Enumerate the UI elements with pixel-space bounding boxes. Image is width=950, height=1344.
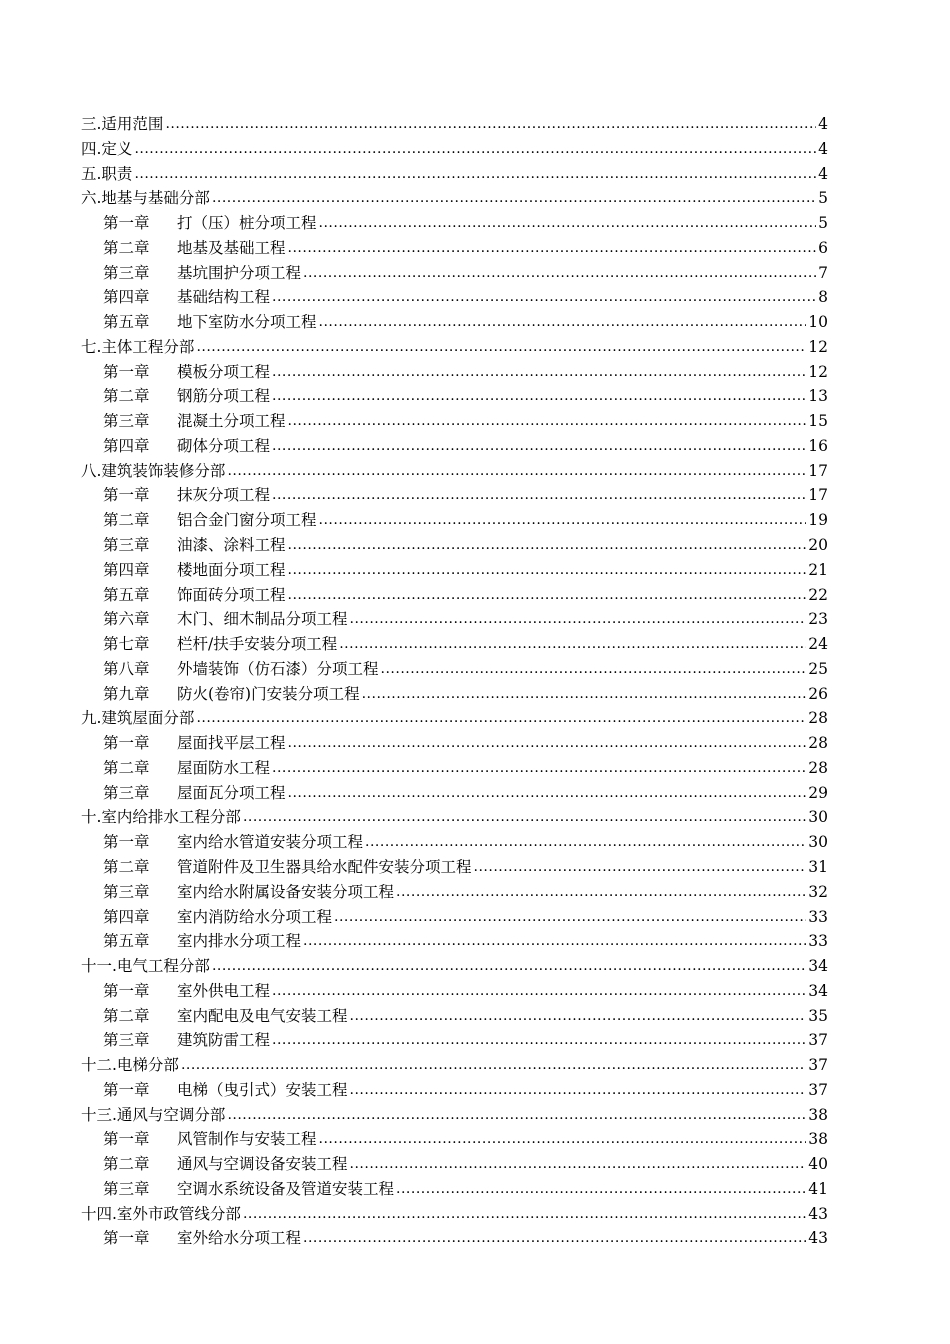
- toc-entry-title: 十.室内给排水工程分部: [81, 808, 241, 827]
- toc-chapter-entry[interactable]: [81, 1004, 828, 1029]
- toc-dot-leader: [196, 706, 806, 731]
- toc-section-entry[interactable]: [81, 335, 828, 360]
- toc-chapter-number: 第一章: [103, 833, 150, 852]
- toc-page-number: 34: [808, 981, 828, 1000]
- toc-page-number: 33: [808, 932, 828, 951]
- toc-entry-title: 铝合金门窗分项工程: [177, 511, 317, 530]
- toc-page-number: 15: [808, 412, 828, 431]
- toc-entry-title: 室外给水分项工程: [177, 1229, 302, 1248]
- toc-chapter-entry[interactable]: [81, 1177, 828, 1202]
- toc-entry-title: 钢筋分项工程: [177, 387, 271, 406]
- toc-page-number: 21: [808, 560, 828, 579]
- toc-page-number: 8: [818, 288, 828, 307]
- toc-entry-title: 空调水系统设备及管道安装工程: [177, 1179, 395, 1198]
- toc-chapter-number: 第二章: [103, 387, 150, 406]
- toc-dot-leader: [334, 905, 806, 930]
- toc-dot-leader: [165, 112, 816, 137]
- toc-section-entry[interactable]: [81, 706, 828, 731]
- toc-chapter-entry[interactable]: [81, 409, 828, 434]
- toc-entry-title: 八.建筑装饰装修分部: [81, 461, 226, 480]
- toc-entry-title: 室外供电工程: [177, 981, 271, 1000]
- toc-entry-title: 室内排水分项工程: [177, 932, 302, 951]
- toc-dot-leader: [272, 1028, 806, 1053]
- toc-page-number: 37: [808, 1031, 828, 1050]
- toc-chapter-entry[interactable]: [81, 508, 828, 533]
- toc-page-number: 34: [808, 957, 828, 976]
- toc-page-number: 4: [818, 164, 828, 183]
- toc-page-number: 19: [808, 511, 828, 530]
- toc-chapter-entry[interactable]: [81, 533, 828, 558]
- toc-chapter-number: 第三章: [103, 412, 150, 431]
- toc-dot-leader: [288, 731, 807, 756]
- toc-dot-leader: [319, 310, 807, 335]
- toc-dot-leader: [272, 979, 806, 1004]
- toc-page-number: 38: [808, 1105, 828, 1124]
- toc-chapter-number: 第三章: [103, 1031, 150, 1050]
- toc-entry-title: 抹灰分项工程: [177, 486, 271, 505]
- toc-dot-leader: [396, 1177, 806, 1202]
- toc-chapter-entry[interactable]: [81, 731, 828, 756]
- toc-entry-title: 屋面瓦分项工程: [177, 783, 286, 802]
- toc-dot-leader: [288, 236, 817, 261]
- toc-chapter-number: 第三章: [103, 263, 150, 282]
- toc-page-number: 37: [808, 1080, 828, 1099]
- toc-dot-leader: [227, 459, 806, 484]
- toc-chapter-entry[interactable]: [81, 1078, 828, 1103]
- toc-entry-title: 屋面找平层工程: [177, 734, 286, 753]
- toc-entry-title: 室内消防给水分项工程: [177, 907, 333, 926]
- toc-dot-leader: [288, 409, 807, 434]
- toc-chapter-number: 第一章: [103, 981, 150, 1000]
- toc-chapter-entry[interactable]: [81, 979, 828, 1004]
- toc-page-number: 10: [808, 313, 828, 332]
- toc-chapter-number: 第一章: [103, 486, 150, 505]
- toc-dot-leader: [319, 508, 807, 533]
- toc-page-number: 12: [808, 337, 828, 356]
- toc-chapter-entry[interactable]: [81, 880, 828, 905]
- toc-chapter-entry[interactable]: [81, 434, 828, 459]
- toc-chapter-number: 第二章: [103, 511, 150, 530]
- toc-chapter-number: 第一章: [103, 214, 150, 233]
- toc-entry-title: 砌体分项工程: [177, 436, 271, 455]
- toc-page-number: 28: [808, 758, 828, 777]
- toc-dot-leader: [134, 137, 816, 162]
- toc-dot-leader: [272, 285, 816, 310]
- toc-dot-leader: [272, 360, 806, 385]
- toc-entry-title: 建筑防雷工程: [177, 1031, 271, 1050]
- toc-section-entry[interactable]: [81, 162, 828, 187]
- toc-chapter-entry[interactable]: [81, 1152, 828, 1177]
- toc-page-number: 17: [808, 486, 828, 505]
- toc-entry-title: 外墙装饰（仿石漆）分项工程: [177, 659, 379, 678]
- toc-chapter-number: 第四章: [103, 288, 150, 307]
- toc-chapter-entry[interactable]: [81, 1127, 828, 1152]
- toc-entry-title: 十三.通风与空调分部: [81, 1105, 226, 1124]
- toc-dot-leader: [288, 781, 807, 806]
- toc-entry-title: 室内配电及电气安装工程: [177, 1006, 348, 1025]
- toc-chapter-entry[interactable]: [81, 360, 828, 385]
- toc-entry-title: 通风与空调设备安装工程: [177, 1155, 348, 1174]
- toc-section-entry[interactable]: [81, 112, 828, 137]
- toc-page-number: 16: [808, 436, 828, 455]
- toc-entry-title: 基坑围护分项工程: [177, 263, 302, 282]
- toc-chapter-number: 第九章: [103, 684, 150, 703]
- toc-chapter-number: 第五章: [103, 313, 150, 332]
- toc-dot-leader: [350, 607, 807, 632]
- toc-page-number: 35: [808, 1006, 828, 1025]
- toc-chapter-number: 第三章: [103, 882, 150, 901]
- toc-chapter-entry[interactable]: [81, 632, 828, 657]
- toc-chapter-entry[interactable]: [81, 285, 828, 310]
- toc-dot-leader: [196, 335, 806, 360]
- toc-entry-title: 饰面砖分项工程: [177, 585, 286, 604]
- toc-chapter-number: 第五章: [103, 585, 150, 604]
- toc-dot-leader: [319, 211, 817, 236]
- toc-chapter-entry[interactable]: [81, 830, 828, 855]
- toc-entry-title: 室内给水管道安装分项工程: [177, 833, 364, 852]
- toc-dot-leader: [272, 756, 806, 781]
- toc-chapter-entry[interactable]: [81, 261, 828, 286]
- toc-dot-leader: [396, 880, 806, 905]
- toc-section-entry[interactable]: [81, 1202, 828, 1227]
- toc-dot-leader: [303, 261, 816, 286]
- toc-page-number: 38: [808, 1130, 828, 1149]
- toc-dot-leader: [303, 929, 806, 954]
- toc-page-number: 26: [808, 684, 828, 703]
- toc-entry-title: 防火(卷帘)门安装分项工程: [177, 684, 360, 703]
- toc-page-number: 5: [818, 189, 828, 208]
- toc-entry-title: 七.主体工程分部: [81, 337, 195, 356]
- toc-page-number: 29: [808, 783, 828, 802]
- toc-page-number: 31: [808, 857, 828, 876]
- toc-dot-leader: [134, 162, 816, 187]
- toc-dot-leader: [288, 533, 807, 558]
- toc-chapter-number: 第二章: [103, 758, 150, 777]
- toc-dot-leader: [272, 483, 806, 508]
- toc-chapter-entry[interactable]: [81, 236, 828, 261]
- toc-entry-title: 五.职责: [81, 164, 133, 183]
- toc-page-number: 32: [808, 882, 828, 901]
- toc-chapter-number: 第二章: [103, 857, 150, 876]
- toc-entry-title: 十二.电梯分部: [81, 1056, 179, 1075]
- toc-entry-title: 屋面防水工程: [177, 758, 271, 777]
- toc-section-entry[interactable]: [81, 1103, 828, 1128]
- toc-entry-title: 风管制作与安装工程: [177, 1130, 317, 1149]
- toc-chapter-entry[interactable]: [81, 682, 828, 707]
- toc-page-number: 5: [818, 214, 828, 233]
- toc-entry-title: 九.建筑屋面分部: [81, 709, 195, 728]
- toc-chapter-entry[interactable]: [81, 929, 828, 954]
- toc-chapter-number: 第五章: [103, 932, 150, 951]
- toc-chapter-entry[interactable]: [81, 558, 828, 583]
- toc-dot-leader: [272, 384, 806, 409]
- table-of-contents: [81, 112, 828, 1251]
- toc-page-number: 13: [808, 387, 828, 406]
- toc-chapter-number: 第八章: [103, 659, 150, 678]
- toc-chapter-entry[interactable]: [81, 310, 828, 335]
- toc-entry-title: 木门、细木制品分项工程: [177, 610, 348, 629]
- toc-dot-leader: [474, 855, 807, 880]
- toc-chapter-number: 第二章: [103, 1155, 150, 1174]
- toc-dot-leader: [381, 657, 807, 682]
- toc-chapter-number: 第二章: [103, 1006, 150, 1025]
- toc-chapter-entry[interactable]: [81, 1028, 828, 1053]
- toc-page-number: 22: [808, 585, 828, 604]
- toc-dot-leader: [227, 1103, 806, 1128]
- toc-dot-leader: [181, 1053, 806, 1078]
- toc-chapter-entry[interactable]: [81, 905, 828, 930]
- toc-page-number: 30: [808, 833, 828, 852]
- toc-chapter-number: 第一章: [103, 1130, 150, 1149]
- toc-entry-title: 油漆、涂料工程: [177, 536, 286, 555]
- toc-entry-title: 电梯（曳引式）安装工程: [177, 1080, 348, 1099]
- toc-entry-title: 管道附件及卫生器具给水配件安装分项工程: [177, 857, 472, 876]
- toc-page-number: 23: [808, 610, 828, 629]
- toc-page-number: 30: [808, 808, 828, 827]
- toc-chapter-entry[interactable]: [81, 1226, 828, 1251]
- toc-page-number: 4: [818, 115, 828, 133]
- toc-dot-leader: [362, 682, 807, 707]
- toc-dot-leader: [243, 1202, 806, 1227]
- toc-chapter-number: 第六章: [103, 610, 150, 629]
- toc-chapter-number: 第一章: [103, 734, 150, 753]
- toc-dot-leader: [365, 830, 806, 855]
- toc-chapter-entry[interactable]: [81, 384, 828, 409]
- toc-chapter-number: 第四章: [103, 436, 150, 455]
- toc-page-number: 43: [808, 1229, 828, 1248]
- toc-entry-title: 打（压）桩分项工程: [177, 214, 317, 233]
- toc-entry-title: 楼地面分项工程: [177, 560, 286, 579]
- toc-page-number: 41: [808, 1179, 828, 1198]
- toc-section-entry[interactable]: [81, 805, 828, 830]
- toc-entry-title: 地下室防水分项工程: [177, 313, 317, 332]
- toc-dot-leader: [350, 1078, 807, 1103]
- toc-page-number: 28: [808, 709, 828, 728]
- toc-chapter-number: 第一章: [103, 362, 150, 381]
- toc-chapter-number: 第三章: [103, 783, 150, 802]
- toc-entry-title: 十四.室外市政管线分部: [81, 1204, 241, 1223]
- toc-chapter-entry[interactable]: [81, 211, 828, 236]
- toc-dot-leader: [288, 583, 807, 608]
- toc-entry-title: 基础结构工程: [177, 288, 271, 307]
- toc-chapter-number: 第七章: [103, 635, 150, 654]
- toc-page-number: 4: [818, 139, 828, 158]
- toc-page-number: 43: [808, 1204, 828, 1223]
- toc-dot-leader: [339, 632, 806, 657]
- toc-entry-title: 六.地基与基础分部: [81, 189, 210, 208]
- toc-chapter-entry[interactable]: [81, 781, 828, 806]
- toc-section-entry[interactable]: [81, 459, 828, 484]
- toc-entry-title: 地基及基础工程: [177, 238, 286, 257]
- toc-chapter-number: 第三章: [103, 1179, 150, 1198]
- toc-chapter-entry[interactable]: [81, 756, 828, 781]
- toc-page-number: 20: [808, 536, 828, 555]
- toc-section-entry[interactable]: [81, 186, 828, 211]
- toc-chapter-entry[interactable]: [81, 583, 828, 608]
- toc-page-number: 40: [808, 1155, 828, 1174]
- toc-chapter-entry[interactable]: [81, 855, 828, 880]
- toc-dot-leader: [350, 1004, 807, 1029]
- toc-chapter-entry[interactable]: [81, 657, 828, 682]
- toc-entry-title: 模板分项工程: [177, 362, 271, 381]
- toc-dot-leader: [303, 1226, 806, 1251]
- toc-chapter-number: 第四章: [103, 560, 150, 579]
- toc-page-number: 7: [818, 263, 828, 282]
- toc-page-number: 28: [808, 734, 828, 753]
- toc-page-number: 25: [808, 659, 828, 678]
- toc-page-number: 12: [808, 362, 828, 381]
- toc-entry-title: 混凝土分项工程: [177, 412, 286, 431]
- toc-entry-title: 十一.电气工程分部: [81, 957, 210, 976]
- toc-chapter-number: 第二章: [103, 238, 150, 257]
- toc-chapter-entry[interactable]: [81, 607, 828, 632]
- toc-dot-leader: [319, 1127, 807, 1152]
- toc-page-number: 24: [808, 635, 828, 654]
- toc-entry-title: 栏杆/扶手安装分项工程: [177, 635, 338, 654]
- toc-page-number: 6: [818, 238, 828, 257]
- toc-chapter-entry[interactable]: [81, 483, 828, 508]
- toc-chapter-number: 第一章: [103, 1080, 150, 1099]
- toc-chapter-number: 第三章: [103, 536, 150, 555]
- toc-page-number: 33: [808, 907, 828, 926]
- toc-entry-title: 三.适用范围: [81, 115, 164, 133]
- toc-page-number: 17: [808, 461, 828, 480]
- toc-chapter-number: 第一章: [103, 1229, 150, 1248]
- toc-section-entry[interactable]: [81, 137, 828, 162]
- toc-dot-leader: [272, 434, 806, 459]
- toc-section-entry[interactable]: [81, 1053, 828, 1078]
- toc-dot-leader: [212, 954, 806, 979]
- toc-dot-leader: [288, 558, 807, 583]
- toc-dot-leader: [212, 186, 816, 211]
- toc-section-entry[interactable]: [81, 954, 828, 979]
- toc-entry-title: 四.定义: [81, 139, 133, 158]
- toc-chapter-number: 第四章: [103, 907, 150, 926]
- toc-dot-leader: [243, 805, 806, 830]
- toc-entry-title: 室内给水附属设备安装分项工程: [177, 882, 395, 901]
- toc-page-number: 37: [808, 1056, 828, 1075]
- toc-dot-leader: [350, 1152, 807, 1177]
